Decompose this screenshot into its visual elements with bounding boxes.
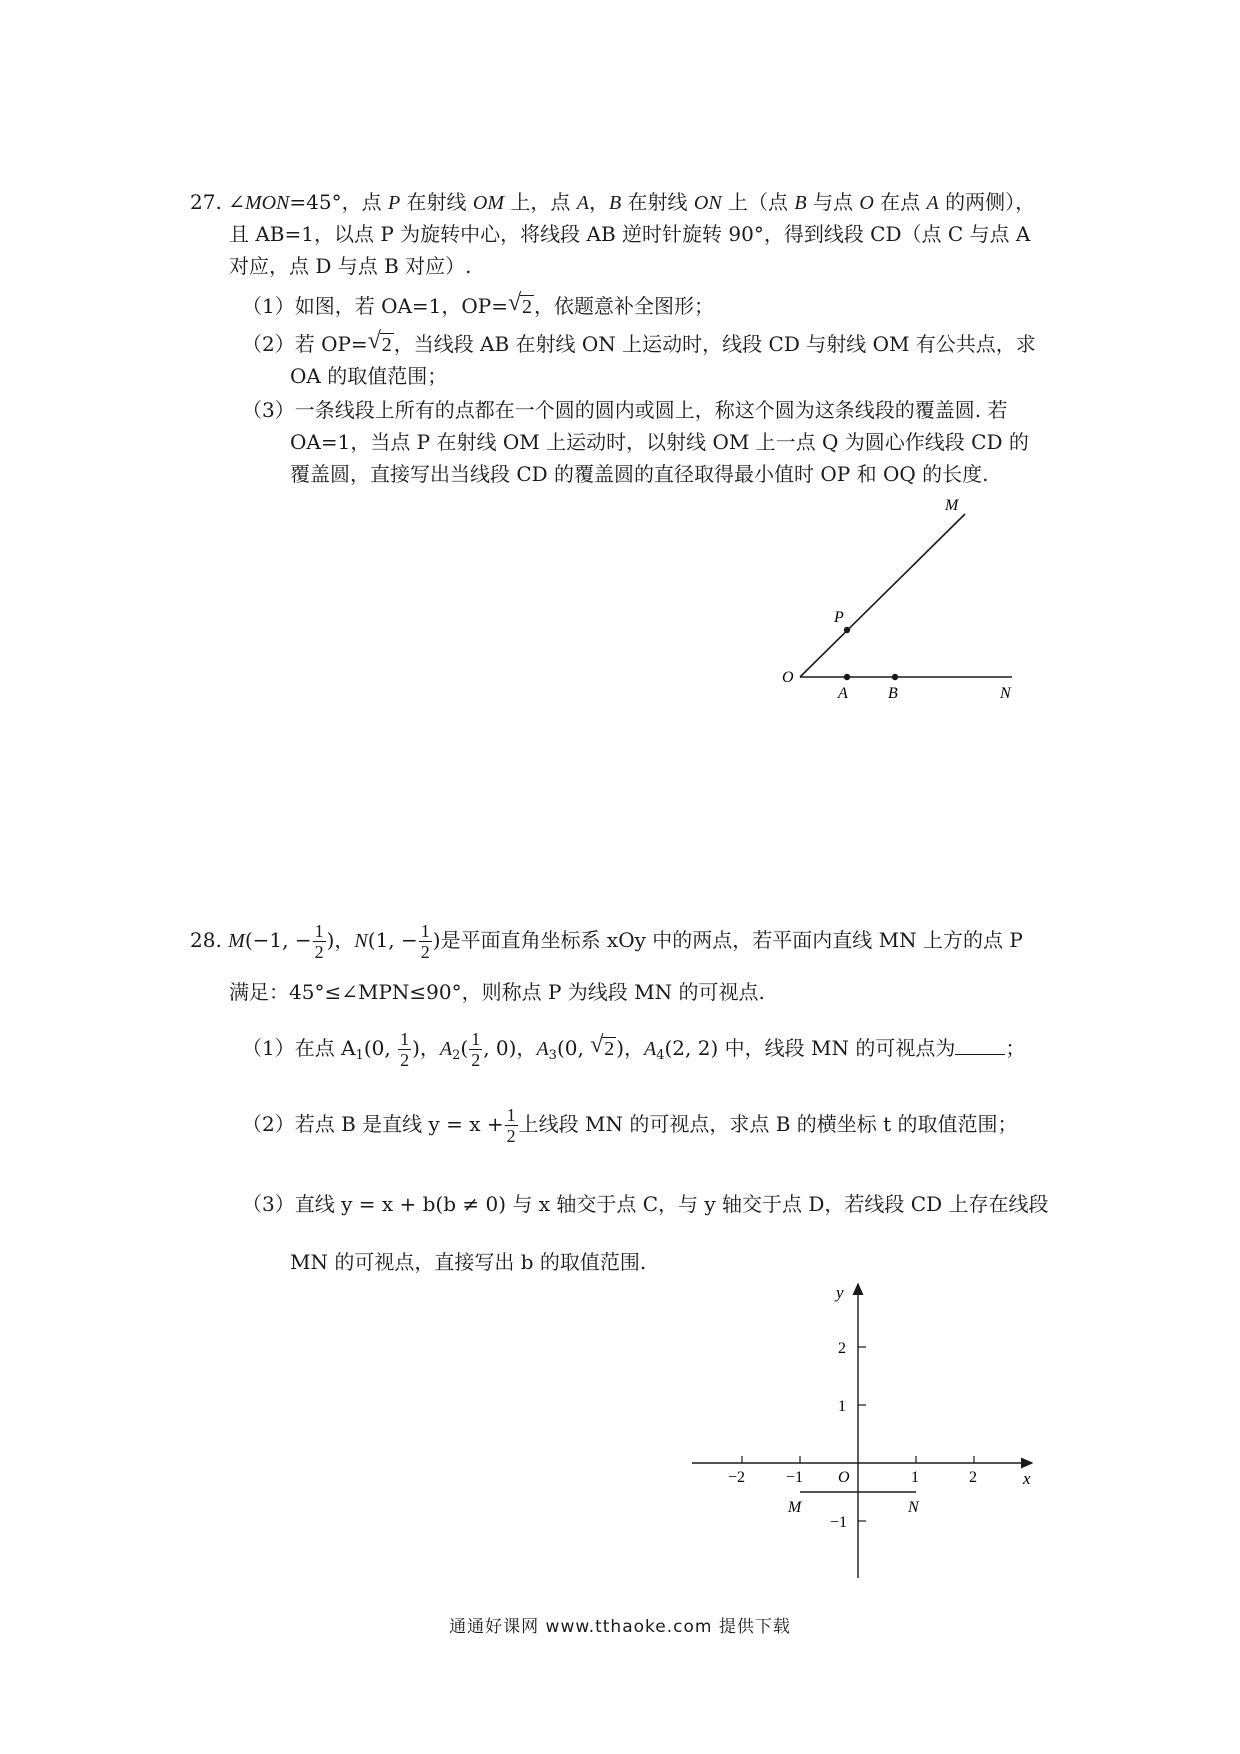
y-tick-label: 2 xyxy=(838,1340,846,1357)
fraction: $\frac{1}{2}$ xyxy=(314,921,324,962)
q27-number: 27. xyxy=(190,190,222,214)
q28-line-1: 28. M(−1, − $\frac{1}{2}$ )，N(1, − $\frac{1}{2}$ )是平面直角坐标系 xOy 中的两点，若平面内直线 MN 上方的点 P xyxy=(190,921,1023,962)
label-o: O xyxy=(782,669,794,686)
y-axis-label: y xyxy=(836,1283,844,1302)
q27-part-1: （1）如图，若 OA=1，OP= √ 2 ，依题意补全图形； xyxy=(242,292,714,321)
sqrt-expression: √ 2 xyxy=(508,290,533,318)
y-tick-label: 1 xyxy=(838,1398,846,1415)
y-tick-label: −1 xyxy=(830,1514,848,1531)
label-n: N xyxy=(908,1499,919,1516)
fraction: $\frac{1}{2}$ xyxy=(471,1029,481,1070)
q28-part-3-line-2: MN 的可视点，直接写出 b 的取值范围. xyxy=(290,1250,647,1274)
origin-label: O xyxy=(838,1469,850,1486)
x-tick-label: 1 xyxy=(911,1469,919,1486)
q28-part-3-line-1: （3）直线 y = x + b(b ≠ 0) 与 x 轴交于点 C，与 y 轴交于点 D，若线段 CD 上存在线段 xyxy=(242,1192,1049,1216)
label-n: N xyxy=(1000,685,1011,702)
q28-number: 28. xyxy=(190,928,222,952)
x-tick-label: −2 xyxy=(728,1469,746,1486)
label-m: M xyxy=(945,497,959,514)
q28-part-2: （2）若点 B 是直线 y = x + $\frac{1}{2}$ 上线段 MN 的可视点，求点 B 的横坐标 t 的取值范围； xyxy=(242,1105,1018,1146)
x-axis-label: x xyxy=(1023,1469,1031,1488)
label-m: M xyxy=(788,1499,802,1516)
footer-download-note: 通通好课网 www.tthaoke.com 提供下载 xyxy=(449,1617,791,1637)
q27-line-3: 对应，点 D 与点 B 对应）. xyxy=(229,254,472,278)
fraction: $\frac{1}{2}$ xyxy=(420,921,430,962)
label-a: A xyxy=(838,685,848,702)
q27-line-2: 且 AB=1，以点 P 为旋转中心，将线段 AB 逆时针旋转 90°，得到线段 CD（点 C 与点 A xyxy=(229,222,1031,246)
q27-part-3-line-2: OA=1，当点 P 在射线 OM 上运动时，以射线 OM 上一点 Q 为圆心作线段 CD 的 xyxy=(290,430,1029,454)
fraction: $\frac{1}{2}$ xyxy=(506,1105,516,1146)
label-b: B xyxy=(888,685,898,702)
fraction: $\frac{1}{2}$ xyxy=(400,1029,410,1070)
label-p: P xyxy=(834,609,844,626)
q27-part-2-cont: OA 的取值范围； xyxy=(290,364,448,388)
q27-part-3-line-3: 覆盖圆，直接写出当线段 CD 的覆盖圆的直径取得最小值时 OP 和 OQ 的长度. xyxy=(290,462,989,486)
q27-part-3-line-1: （3）一条线段上所有的点都在一个圆的圆内或圆上，称这个圆为这条线段的覆盖圆. 若 xyxy=(242,398,1008,422)
q28-line-2: 满足：45°≤∠MPN≤90°，则称点 P 为线段 MN 的可视点. xyxy=(229,980,765,1004)
q27-line-1: 27. ∠MON=45°，点 P 在射线 OM 上，点 A，B 在射线 ON 上（点 B 与点 O 在点 A 的两侧）， xyxy=(190,190,1036,214)
x-tick-label: 2 xyxy=(969,1469,977,1486)
sqrt-expression: √ 2 xyxy=(590,1032,615,1060)
x-tick-label: −1 xyxy=(786,1469,804,1486)
q28-part-1: （1）在点 $A_1(0$, $\frac{1}{2}$ )，$A_2$( $\frac{1}{2}$ , 0)，$A_3(0$, √ 2 )，$A_4(2$, 2) 中，线段 MN 的可视点为 ； xyxy=(242,1029,1026,1070)
sqrt-expression: √ 2 xyxy=(367,328,392,356)
q27-part-2: （2）若 OP= √ 2 ，当线段 AB 在射线 ON 上运动时，线段 CD 与射线 OM 有公共点，求 xyxy=(242,330,1036,359)
